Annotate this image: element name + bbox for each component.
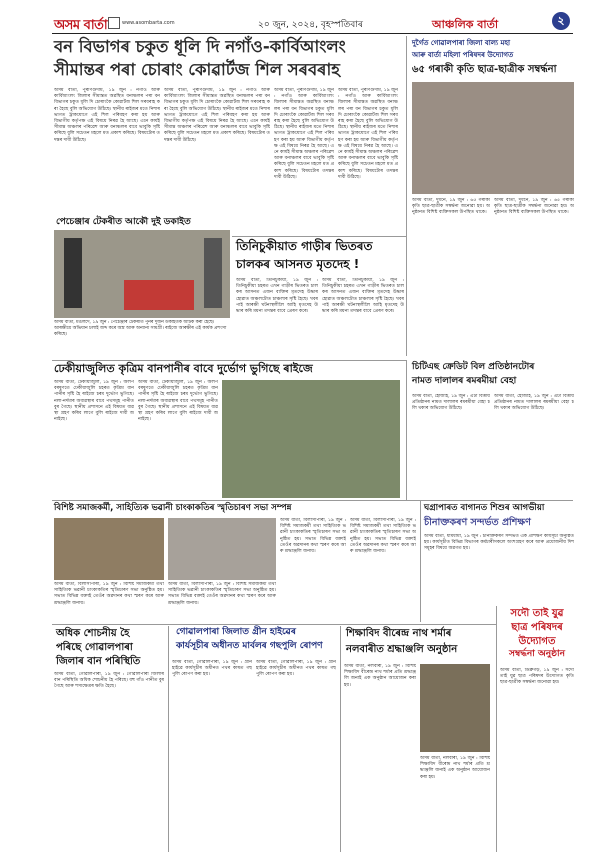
accident-body-col1: অসম বাৰ্তা, তিনিচুকীয়া, ১৯ জুন : তিনিচুকীয়া চহৰত এখন গাড়ীৰ ভিতৰত চালকৰ আসনত এজন ব্যক্তিৰ মৃতদেহ উদ্ধাৰ হোৱাত অঞ্চলটোত চাঞ্চল্যৰ সৃষ্টি হৈছে। খবৰ পাই আৰক্ষী ঘটনাস্থলীলৈ আহি মৃতদেহ উদ্ধাৰ কৰি ময়না তদন্তৰ বাবে প্ৰেৰণ কৰে।: [236, 278, 318, 315]
green-headline-line2: কাৰ্যসূচীৰ অধীনত মাৰ্বলৰ গছপুলি ৰোপণ: [176, 641, 323, 651]
memorial-body-col1: অসম বাৰ্তা, বিলাসীপাৰা, ১৯ জুন : বিশিষ্ট সমাজকৰ্মী তথা সাহিত্যিক ভৱানী চাংকাকতিৰ স্মৃতিচাৰণ সভা অনুষ্ঠিত হয়। সভাত বিভিন্ন বক্তাই তেওঁৰ অৱদানৰ কথা স্মৰণ কৰে আৰু শ্ৰদ্ধাঞ্জলি জনায়।: [54, 582, 164, 606]
poll-headline-line3: জিলাৰ বান পৰিস্থিতি: [56, 656, 141, 667]
seized-items-graphic: [124, 280, 194, 310]
flood-body-col2: অসম বাৰ্তা, ঢেকীয়াজুলি, ১৯ জুন : অলপ বৰষুণতে ঢেকীয়াজুলি চহৰত কৃত্ৰিম বানপানীৰ সৃষ্টি হৈ ৰাইজে চৰম দুৰ্ভোগ ভুগিছে। নলা-নৰ্দমাৰ অব্যৱস্থাৰ বাবে পথসমূহ পানীত বুৰ গৈছে। স্থানীয় প্ৰশাসনে এই বিষয়ত ব্যৱস্থা গ্ৰহণ কৰিব লাগে বুলি ৰাইজে দাবী জনাইছে।: [138, 380, 218, 423]
poll-headline-line2: পৰিছে গোৱালপাৰা: [56, 642, 133, 653]
memorial-photo: [54, 518, 164, 580]
accident-body-col2: অসম বাৰ্তা, তিনিচুকীয়া, ১৯ জুন : তিনিচুকীয়া চহৰত এখন গাড়ীৰ ভিতৰত চালকৰ আসনত এজন ব্যক্তিৰ মৃতদেহ উদ্ধাৰ হোৱাত অঞ্চলটোত চাঞ্চল্যৰ সৃষ্টি হৈছে। খবৰ পাই আৰক্ষী ঘটনাস্থলীলৈ আহি মৃতদেহ উদ্ধাৰ কৰি ময়না তদন্তৰ বাবে প্ৰেৰণ কৰে।: [322, 278, 404, 315]
poll-body: অসম বাৰ্তা, গোৱালপাৰা, ১৯ জুন : গোৱালপাৰা জিলাৰ বান পৰিস্থিতি অধিক শোচনীয় হৈ পৰিছে। বহু গাঁও পানীত বুৰ গৈছে আৰু শস্যক্ষেত্ৰৰ ক্ষতি হৈছে।: [54, 672, 164, 690]
main-story-col2: অসম বাৰ্তা, পুৰণিগুদাম, ১৯ জুন : নগাঁও আৰু কাৰ্বিআংলং জিলাৰ সীমান্তত অৱস্থিত বনাঞ্চলৰ পৰা বন বিভাগৰ চকুত ধূলি দি চোৰাংকৈ কোৱাৰ্টজ শিল সৰবৰাহ কৰা হৈছে বুলি অভিযোগ উঠিছে। স্থানীয় ৰাইজৰ মতে নিশাৰ ভাগত ট্ৰাকযোগে এই শিল পৰিবহণ কৰা হয় আৰু বিভাগীয় কৰ্তৃপক্ষ এই বিষয়ে নিৰৱ হৈ আছে। এনে কাৰ্যই সীমান্ত অঞ্চলৰ পৰিৱেশ আৰু বনাঞ্চলৰ বাবে ভাবুকি সৃষ্টি কৰিছে বুলি সচেতন মহলে মত প্ৰকাশ কৰিছে। বিষয়টোৰ তদন্তৰ দাবী উঠিছে।: [164, 88, 270, 143]
theft-headline: পেচেঞ্জাৰ টেকৰীত আকৌ দুই ডকাইত: [56, 217, 191, 227]
memorial-headline: বিশিষ্ট সমাজকৰ্মী, সাহিত্যিক ভৱানী চাংকাকতিৰ স্মৃতিচাৰণ সভা সম্পন্ন: [54, 503, 292, 513]
teacher-headline-line1: শিক্ষাবিদ বীৰেন্দ্ৰ নাথ শৰ্মাৰ: [346, 628, 452, 639]
page-number: ২: [552, 12, 570, 30]
women-headline-line2: আৰু বাৰ্তা মহিলা পৰিষদৰ উদ্যোগত: [412, 51, 514, 59]
youth-headline-line1: সদৌ তাই যুৱ: [510, 608, 564, 619]
flood-body-col1: অসম বাৰ্তা, ঢেকীয়াজুলি, ১৯ জুন : অলপ বৰষুণতে ঢেকীয়াজুলি চহৰত কৃত্ৰিম বানপানীৰ সৃষ্টি হৈ ৰাইজে চৰম দুৰ্ভোগ ভুগিছে। নলা-নৰ্দমাৰ অব্যৱস্থাৰ বাবে পথসমূহ পানীত বুৰ গৈছে। স্থানীয় প্ৰশাসনে এই বিষয়ত ব্যৱস্থা গ্ৰহণ কৰিব লাগে বুলি ৰাইজে দাবী জনাইছে।: [54, 380, 134, 423]
teacher-headline-line2: নলবাৰীত শ্ৰদ্ধাঞ্জলি অনুষ্ঠান: [346, 644, 458, 655]
training-headline: চীনাক্তকৰণ সন্দৰ্ভত প্ৰশিক্ষণ: [424, 517, 531, 528]
youth-headline-line2: ছাত্ৰ পৰিষদৰ: [511, 622, 563, 633]
column-divider: [406, 360, 407, 500]
row-divider: [52, 500, 573, 501]
row-divider: [232, 236, 406, 237]
teacher-body: অসম বাৰ্তা, নলবাৰী, ১৯ জুন : বিশিষ্ট শিক্ষাবিদ বীৰেন্দ্ৰ নাথ শৰ্মাৰ প্ৰতি শ্ৰদ্ধাঞ্জলি জনাই এক অনুষ্ঠান আয়োজন কৰা হয়।: [344, 664, 416, 688]
youth-headline-line4: সম্বৰ্দ্ধনা অনুষ্ঠান: [509, 649, 565, 659]
credit-body-col1: অসম বাৰ্তা, হোজাই, ১৯ জুন : এটা বিত্তীয় প্ৰতিষ্ঠানৰ নামত দালালৰ ৰমৰমীয়া বেহা চলি থকাৰ অভিযোগ উঠিছে।: [412, 394, 490, 412]
theft-photo: [54, 230, 230, 318]
credit-body-col2: অসম বাৰ্তা, হোজাই, ১৯ জুন : এটা বিত্তীয় প্ৰতিষ্ঠানৰ নামত দালালৰ ৰমৰমীয়া বেহা চলি থকাৰ অভিযোগ উঠিছে।: [494, 394, 574, 412]
credit-headline-line2: নামত দালালৰ ৰমৰমীয়া বেহা: [412, 376, 517, 386]
women-photo: [412, 82, 574, 194]
teacher-photo: [420, 664, 490, 752]
youth-headline-line3: উদ্যোগত: [518, 636, 556, 647]
column-divider: [340, 626, 341, 852]
women-body-col1: অসম বাৰ্তা, দুধনৈ, ১৯ জুন : ৬৫ গৰাকী কৃতি ছাত্ৰ-ছাত্ৰীক সম্বৰ্দ্ধনা জনোৱা হয়। অনুষ্ঠানত বিশিষ্ট ব্যক্তিসকল উপস্থিত থাকে।: [412, 198, 490, 216]
ghagra-headline: ঘগ্ৰাপাৰত বাগানত শিশুৰ আগভীয়া: [424, 503, 545, 513]
main-story-col1: অসম বাৰ্তা, পুৰণিগুদাম, ১৯ জুন : নগাঁও আৰু কাৰ্বিআংলং জিলাৰ সীমান্তত অৱস্থিত বনাঞ্চলৰ পৰা বন বিভাগৰ চকুত ধূলি দি চোৰাংকৈ কোৱাৰ্টজ শিল সৰবৰাহ কৰা হৈছে বুলি অভিযোগ উঠিছে। স্থানীয় ৰাইজৰ মতে নিশাৰ ভাগত ট্ৰাকযোগে এই শিল পৰিবহণ কৰা হয় আৰু বিভাগীয় কৰ্তৃপক্ষ এই বিষয়ে নিৰৱ হৈ আছে। এনে কাৰ্যই সীমান্ত অঞ্চলৰ পৰিৱেশ আৰু বনাঞ্চলৰ বাবে ভাবুকি সৃষ্টি কৰিছে বুলি সচেতন মহলে মত প্ৰকাশ কৰিছে। বিষয়টোৰ তদন্তৰ দাবী উঠিছে।: [54, 88, 160, 143]
flood-photo: [222, 380, 400, 498]
header-rule: [52, 33, 573, 34]
column-divider: [168, 626, 169, 852]
website-url: www.asombarta.com: [122, 20, 175, 26]
main-headline-line1: বন বিভাগৰ চকুত ধূলি দি নগাঁও-কাৰ্বিআংলং: [54, 37, 346, 56]
training-body: অসম বাৰ্তা, ধামধামা, ১৯ জুন : চীনাক্তকৰণ সন্দৰ্ভত এক প্ৰশিক্ষণ কাৰ্যসূচী অনুষ্ঠিত হয়। কাৰ্যসূচীত বিভিন্ন বিভাগৰ কৰ্মচাৰীসকলে অংশগ্ৰহণ কৰে আৰু প্ৰয়োজনীয় দিশসমূহৰ বিষয়ে অৱগত হয়।: [424, 534, 574, 552]
person-graphic: [204, 238, 222, 308]
memorial-body-col4: অসম বাৰ্তা, বিলাসীপাৰা, ১৯ জুন : বিশিষ্ট সমাজকৰ্মী তথা সাহিত্যিক ভৱানী চাংকাকতিৰ স্মৃতিচাৰণ সভা অনুষ্ঠিত হয়। সভাত বিভিন্ন বক্তাই তেওঁৰ অৱদানৰ কথা স্মৰণ কৰে আৰু শ্ৰদ্ধাঞ্জলি জনায়।: [350, 518, 416, 555]
column-divider: [496, 606, 497, 852]
main-headline-line2: সীমান্তৰ পৰা চোৰাং কোৱাৰ্টজ শিল সৰবৰাহ: [54, 60, 340, 79]
main-story-col3: অসম বাৰ্তা, পুৰণিগুদাম, ১৯ জুন : নগাঁও আৰু কাৰ্বিআংলং জিলাৰ সীমান্তত অৱস্থিত বনাঞ্চলৰ পৰা বন বিভাগৰ চকুত ধূলি দি চোৰাংকৈ কোৱাৰ্টজ শিল সৰবৰাহ কৰা হৈছে বুলি অভিযোগ উঠিছে। স্থানীয় ৰাইজৰ মতে নিশাৰ ভাগত ট্ৰাকযোগে এই শিল পৰিবহণ কৰা হয় আৰু বিভাগীয় কৰ্তৃপক্ষ এই বিষয়ে নিৰৱ হৈ আছে। এনে কাৰ্যই সীমান্ত অঞ্চলৰ পৰিৱেশ আৰু বনাঞ্চলৰ বাবে ভাবুকি সৃষ্টি কৰিছে বুলি সচেতন মহলে মত প্ৰকাশ কৰিছে। বিষয়টোৰ তদন্তৰ দাবী উঠিছে।: [274, 88, 334, 180]
column-divider: [406, 36, 407, 356]
person-graphic: [64, 238, 82, 308]
masthead-logo: অসম বাৰ্তা: [54, 18, 108, 33]
memorial-photo-2: [168, 518, 276, 580]
credit-headline-line1: চিটিএছ ক্ৰেডিট বিল প্ৰতিষ্ঠানটোৰ: [412, 362, 535, 372]
theft-caption: অসম বাৰ্তা, মঙলদৈ, ১৯ জুন : পেচেঞ্জাৰ টেকৰীত পুনৰ দুজন ডকাইতক আটক কৰা হৈছে। আৰক্ষীয়ে অভিযান চলাই জব্দ কৰে অস্ত্ৰ আৰু অন্যান্য সামগ্ৰী। ৰাইজে আৰক্ষীৰ এই কাৰ্যক প্ৰশংসা কৰিছে।: [54, 320, 227, 337]
column-divider: [420, 500, 421, 622]
qr-icon: [108, 17, 120, 29]
teacher-body-2: অসম বাৰ্তা, নলবাৰী, ১৯ জুন : বিশিষ্ট শিক্ষাবিদ বীৰেন্দ্ৰ নাথ শৰ্মাৰ প্ৰতি শ্ৰদ্ধাঞ্জলি জনাই এক অনুষ্ঠান আয়োজন কৰা হয়।: [420, 756, 490, 780]
memorial-body-col2: অসম বাৰ্তা, বিলাসীপাৰা, ১৯ জুন : বিশিষ্ট সমাজকৰ্মী তথা সাহিত্যিক ভৱানী চাংকাকতিৰ স্মৃতিচাৰণ সভা অনুষ্ঠিত হয়। সভাত বিভিন্ন বক্তাই তেওঁৰ অৱদানৰ কথা স্মৰণ কৰে আৰু শ্ৰদ্ধাঞ্জলি জনায়।: [168, 582, 276, 606]
accident-headline-line2: চালকৰ আসনত মৃতদেহ !: [236, 257, 360, 271]
issue-date: ২০ জুন, ২০২৪, বৃহস্পতিবাৰ: [258, 20, 363, 30]
green-body-col1: অসম বাৰ্তা, গোৱালপাৰা, ১৯ জুন : গ্ৰীন হাইৱে কাৰ্যসূচীৰ অধীনত পথৰ কাষত গছপুলি ৰোপণ কৰা হয়।: [172, 660, 252, 678]
women-headline-line3: ৬৫ গৰাকী কৃতি ছাত্ৰ-ছাত্ৰীক সম্বৰ্দ্ধনা: [412, 64, 557, 75]
green-headline-line1: গোৱালপাৰা জিলাত গ্ৰীন হাইৱেৰ: [176, 627, 296, 637]
section-title: আঞ্চলিক বাৰ্তা: [432, 18, 499, 31]
poll-headline-line1: অধিক শোচনীয় হৈ: [56, 628, 130, 639]
flood-headline: ঢেকীয়াজুলিত কৃত্ৰিম বানপানীৰ বাবে দুৰ্ভোগ ভুগিছে ৰাইজে: [54, 362, 313, 375]
row-divider: [52, 624, 496, 625]
women-body-col2: অসম বাৰ্তা, দুধনৈ, ১৯ জুন : ৬৫ গৰাকী কৃতি ছাত্ৰ-ছাত্ৰীক সম্বৰ্দ্ধনা জনোৱা হয়। অনুষ্ঠানত বিশিষ্ট ব্যক্তিসকল উপস্থিত থাকে।: [494, 198, 574, 216]
accident-headline-line1: তিনিচুকীয়াত গাড়ীৰ ভিতৰত: [236, 239, 373, 253]
women-headline-line1: দুৰ্গৈত গোৱালপাৰা জিলা বাল্য মহা: [412, 39, 511, 47]
memorial-body-col3: অসম বাৰ্তা, বিলাসীপাৰা, ১৯ জুন : বিশিষ্ট সমাজকৰ্মী তথা সাহিত্যিক ভৱানী চাংকাকতিৰ স্মৃতিচাৰণ সভা অনুষ্ঠিত হয়। সভাত বিভিন্ন বক্তাই তেওঁৰ অৱদানৰ কথা স্মৰণ কৰে আৰু শ্ৰদ্ধাঞ্জলি জনায়।: [280, 518, 346, 555]
row-divider: [52, 360, 406, 361]
main-story-col4: অসম বাৰ্তা, পুৰণিগুদাম, ১৯ জুন : নগাঁও আৰু কাৰ্বিআংলং জিলাৰ সীমান্তত অৱস্থিত বনাঞ্চলৰ পৰা বন বিভাগৰ চকুত ধূলি দি চোৰাংকৈ কোৱাৰ্টজ শিল সৰবৰাহ কৰা হৈছে বুলি অভিযোগ উঠিছে। স্থানীয় ৰাইজৰ মতে নিশাৰ ভাগত ট্ৰাকযোগে এই শিল পৰিবহণ কৰা হয় আৰু বিভাগীয় কৰ্তৃপক্ষ এই বিষয়ে নিৰৱ হৈ আছে। এনে কাৰ্যই সীমান্ত অঞ্চলৰ পৰিৱেশ আৰু বনাঞ্চলৰ বাবে ভাবুকি সৃষ্টি কৰিছে বুলি সচেতন মহলে মত প্ৰকাশ কৰিছে। বিষয়টোৰ তদন্তৰ দাবী উঠিছে।: [338, 88, 398, 180]
green-body-col2: অসম বাৰ্তা, গোৱালপাৰা, ১৯ জুন : গ্ৰীন হাইৱে কাৰ্যসূচীৰ অধীনত পথৰ কাষত গছপুলি ৰোপণ কৰা হয়।: [256, 660, 336, 678]
youth-body: অসম বাৰ্তা, ডিব্ৰুগড়, ১৯ জুন : সদৌ তাই যুৱ ছাত্ৰ পৰিষদৰ উদ্যোগত কৃতি ছাত্ৰ-ছাত্ৰীক সম্বৰ্দ্ধনা জনোৱা হয়।: [500, 668, 574, 686]
